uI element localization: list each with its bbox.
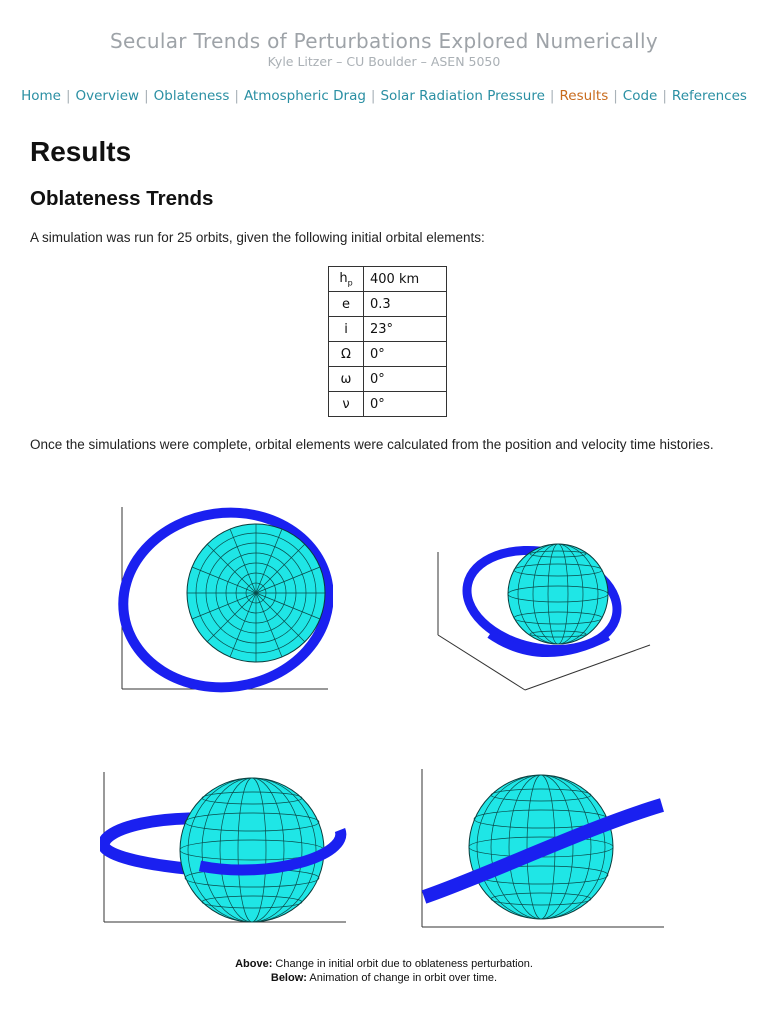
caption-above-text: Change in initial orbit due to oblateness perturbation. xyxy=(272,958,533,970)
element-symbol: Ω xyxy=(329,342,364,367)
table-row xyxy=(329,292,447,317)
nav-solar-radiation-pressure[interactable]: Solar Radiation Pressure xyxy=(380,88,545,104)
nav-separator: | xyxy=(65,88,71,104)
intro-text: A simulation was run for 25 orbits, given the following initial orbital elements: xyxy=(30,230,485,245)
nav-results[interactable]: Results xyxy=(559,88,609,104)
figure-caption xyxy=(0,957,768,985)
site-header xyxy=(0,0,768,104)
nav-atmospheric-drag[interactable]: Atmospheric Drag xyxy=(243,88,366,104)
nav-references[interactable]: References xyxy=(671,88,747,104)
nav-home[interactable]: Home xyxy=(21,88,61,104)
main-nav xyxy=(0,88,768,104)
nav-code[interactable]: Code xyxy=(622,88,658,104)
caption-above xyxy=(0,957,768,971)
orbit-animation-frame-right xyxy=(418,765,670,935)
element-symbol: ν xyxy=(329,392,364,417)
nav-oblateness[interactable]: Oblateness xyxy=(153,88,230,104)
table-row xyxy=(329,342,447,367)
site-subtitle: Kyle Litzer – CU Boulder – ASEN 5050 xyxy=(267,54,501,69)
element-value: 0° xyxy=(364,367,447,392)
nav-separator: | xyxy=(144,88,149,104)
section-heading: Oblateness Trends xyxy=(30,187,214,210)
orbit-animation-frame-left xyxy=(100,770,355,930)
followup-text: Once the simulations were complete, orbital elements were calculated from the position and velocity time histories. xyxy=(30,437,714,452)
element-value: 0.3 xyxy=(364,292,447,317)
orbital-elements-table xyxy=(328,266,447,417)
nav-separator: | xyxy=(662,88,667,104)
table-row xyxy=(329,317,447,342)
earth-grid xyxy=(187,524,325,662)
earth-sphere xyxy=(508,544,608,644)
nav-overview[interactable]: Overview xyxy=(75,88,140,104)
element-symbol: $h_p$ xyxy=(329,267,364,292)
table-row xyxy=(329,367,447,392)
element-symbol: i xyxy=(329,317,364,342)
element-value: 23° xyxy=(364,317,447,342)
orbit-figure-oblique-view xyxy=(430,540,655,695)
orbit-figure-top-view xyxy=(118,505,333,695)
element-symbol: e xyxy=(329,292,364,317)
nav-separator: | xyxy=(234,88,239,104)
element-value: 0° xyxy=(364,392,447,417)
element-value: 400 km xyxy=(364,267,447,292)
earth-sphere xyxy=(180,778,324,922)
element-value: 0° xyxy=(364,342,447,367)
table-row xyxy=(329,392,447,417)
page-title: Results xyxy=(30,136,132,167)
main-content xyxy=(30,134,740,452)
table-row xyxy=(329,267,447,292)
site-title: Secular Trends of Perturbations Explored Numerically xyxy=(110,29,658,53)
caption-below-text: Animation of change in orbit over time. xyxy=(306,972,498,984)
nav-separator: | xyxy=(549,88,555,104)
nav-separator: | xyxy=(613,88,618,104)
caption-below-label: Below: xyxy=(270,972,307,984)
element-symbol: ω xyxy=(329,367,364,392)
caption-below xyxy=(0,971,768,985)
nav-separator: | xyxy=(370,88,376,104)
caption-above-label: Above: xyxy=(235,958,273,970)
